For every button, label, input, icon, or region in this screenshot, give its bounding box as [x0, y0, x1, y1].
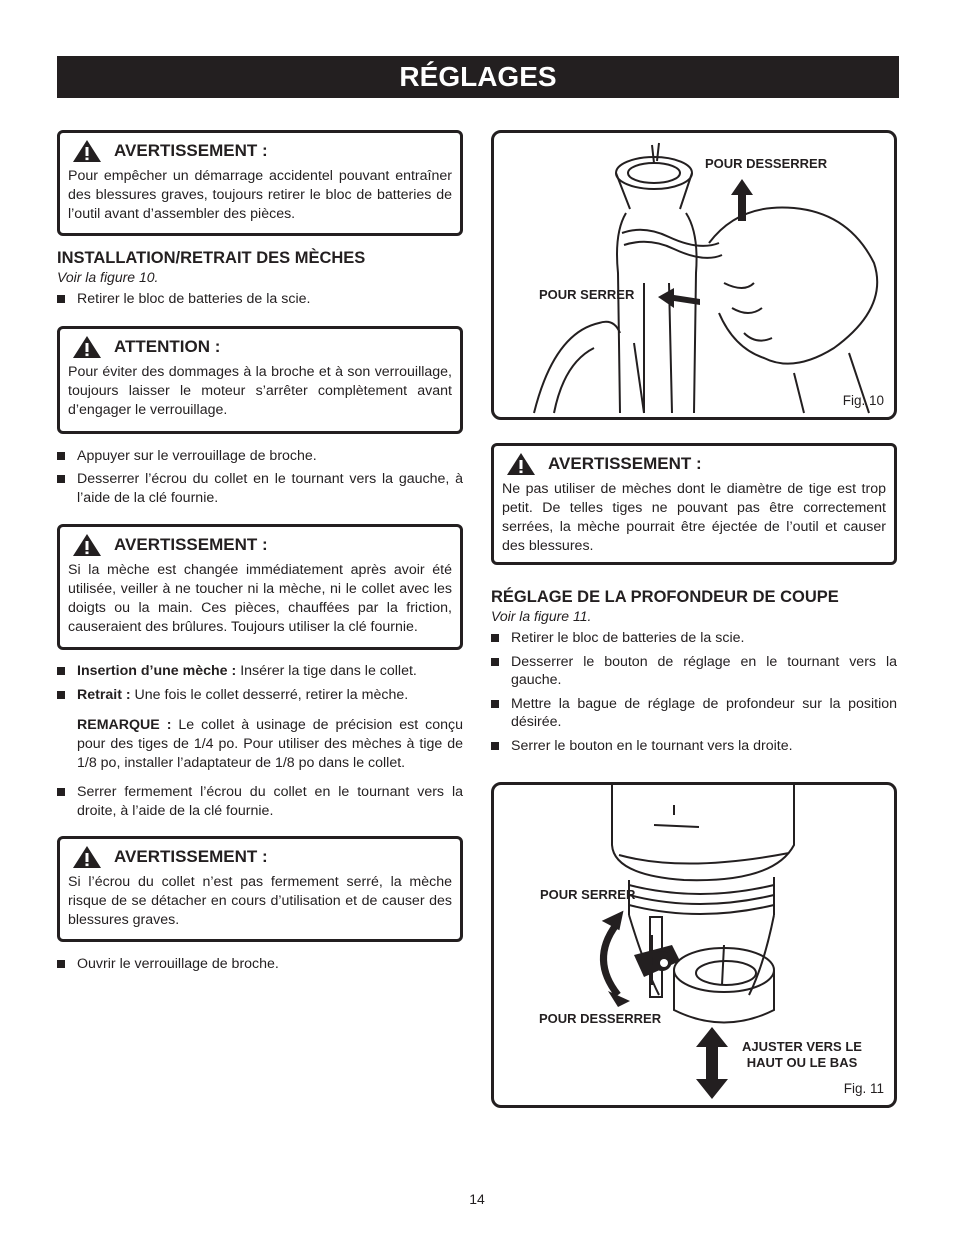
figure-reference: Voir la figure 11. [491, 608, 592, 624]
figure-reference: Voir la figure 10. [57, 269, 159, 285]
warning-title: AVERTISSEMENT : [114, 141, 268, 160]
warning-title: AVERTISSEMENT : [548, 454, 702, 473]
callout-tighten: POUR SERRER [539, 287, 635, 302]
section-title: INSTALLATION/RETRAIT DES MÈCHES [57, 249, 366, 267]
note-label: REMARQUE : [77, 717, 172, 733]
figure-caption: Fig. 11 [843, 1081, 884, 1096]
warning-triangle-icon [72, 533, 102, 557]
attention-text: Pour éviter des dommages à la broche et à son verrouillage, toujours laisser le moteur s’arrêter complètement avant d’engager le verrouillage. [68, 363, 452, 418]
collet-wrench-illustration [494, 133, 894, 417]
figure-caption: Fig. 10 [842, 393, 884, 408]
bullet-icon [491, 742, 499, 750]
figure-11 [491, 782, 897, 1108]
warning-text: Ne pas utiliser de mèches dont le diamètre de tige est trop petit. De telles tiges ne pouvant pas être correctement serrées, la mèche pourrait être éjectée de l’outil et causer des blessures. [502, 481, 886, 554]
warning-triangle-icon [506, 452, 536, 476]
bullet-icon [491, 700, 499, 708]
bullet-icon [57, 475, 65, 483]
warning-title: AVERTISSEMENT : [114, 535, 268, 554]
warning-text: Pour empêcher un démarrage accidentel pouvant entraîner des blessures graves, toujours retirer le bloc de batteries de l’outil avant d’assembler des pièces. [68, 168, 452, 222]
attention-title: ATTENTION : [114, 336, 221, 356]
left-column [57, 130, 463, 974]
note-paragraph [57, 716, 463, 773]
callout-tighten: POUR SERRER [540, 887, 636, 902]
list-item: Mettre la bague de réglage de profondeur sur la position désirée. [491, 695, 897, 732]
bullet-icon [57, 788, 65, 796]
list-item: Desserrer le bouton de réglage en le tournant vers la gauche. [491, 653, 897, 690]
warning-triangle-icon [72, 845, 102, 869]
warning-text: Si l’écrou du collet n’est pas fermement serré, la mèche risque de se détacher en cours d’utilisation et de causer des blessures graves. [68, 874, 452, 928]
list-item: Serrer le bouton en le tournant vers la droite. [491, 737, 897, 756]
bullet-icon [57, 691, 65, 699]
list-item: Retrait : Une fois le collet desserré, retirer la mèche. [57, 686, 463, 705]
list-item: Retirer le bloc de batteries de la scie. [491, 629, 897, 648]
figure-10 [491, 130, 897, 420]
callout-loosen: POUR DESSERRER [705, 156, 828, 171]
warning-triangle-icon [72, 139, 102, 163]
page-number: 14 [469, 1191, 485, 1207]
bullet-icon [57, 295, 65, 303]
right-column [491, 130, 897, 1096]
list-item: Retirer le bloc de batteries de la scie. [57, 290, 463, 309]
callout-loosen: POUR DESSERRER [539, 1011, 662, 1026]
list-item: Ouvrir le verrouillage de broche. [57, 955, 463, 974]
warning-box [491, 443, 897, 565]
list-item: Desserrer l’écrou du collet en le tournant vers la gauche, à l’aide de la clé fournie. [57, 470, 463, 507]
bullet-icon [491, 658, 499, 666]
bullet-icon [491, 634, 499, 642]
bullet-icon [57, 960, 65, 968]
warning-box [57, 130, 463, 236]
warning-box [57, 836, 463, 942]
attention-box [57, 326, 463, 434]
warning-text: Si la mèche est changée immédiatement après avoir été utilisée, veiller à ne toucher ni la mèche, ni le collet avec les doigts ou la main. Ces pièces, chauffées par la friction, causeraient des brûlures. Toujours utiliser la clé fournie. [68, 562, 452, 635]
callout-adjust: AJUSTER VERS LE HAUT OU LE BAS [742, 1039, 862, 1070]
warning-title: AVERTISSEMENT : [114, 847, 268, 866]
warning-triangle-icon [72, 335, 102, 359]
page-title: RÉGLAGES [57, 56, 899, 98]
bullet-icon [57, 667, 65, 675]
list-item: Appuyer sur le verrouillage de broche. [57, 447, 463, 466]
note-text: Le collet à usinage de précision est conçu pour des tiges de 1/4 po. Pour utiliser des mèches à tige de 1/8 po, installer l’adaptateur de 1/8 po dans le collet. [77, 717, 463, 771]
list-item: Insertion d’une mèche : Insérer la tige dans le collet. [57, 662, 463, 681]
bullet-icon [57, 452, 65, 460]
section-title: RÉGLAGE DE LA PROFONDEUR DE COUPE [491, 588, 839, 606]
list-item: Serrer fermement l’écrou du collet en le tournant vers la droite, à l’aide de la clé fournie. [57, 783, 463, 820]
warning-box [57, 524, 463, 650]
